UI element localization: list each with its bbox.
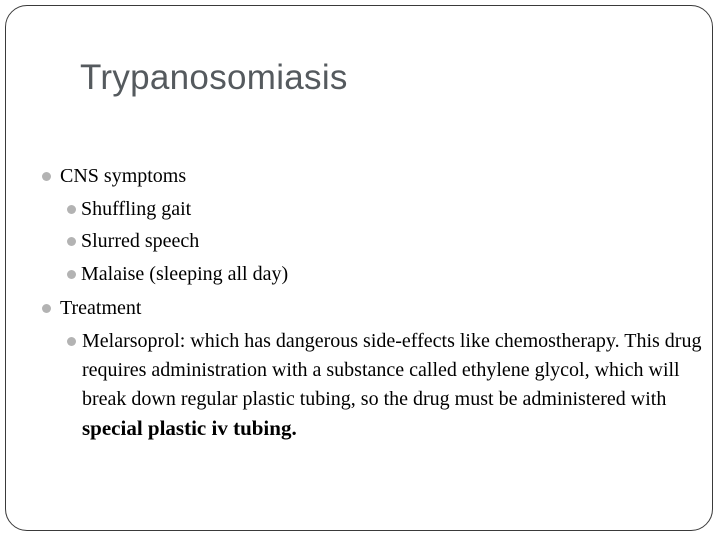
bullet-dot-icon: [67, 337, 76, 346]
bullet-dot-icon: [67, 270, 76, 279]
sub-bullet-label: Slurred speech: [81, 230, 200, 252]
slide-title: Trypanosomiasis: [80, 58, 348, 97]
sub-bullet-label: Shuffling gait: [81, 198, 192, 220]
bullet-dot-icon: [67, 237, 76, 246]
bullet-dot-icon: [42, 304, 51, 313]
bullet-label: Treatment: [60, 297, 142, 319]
sub-bullet-label: Malaise (sleeping all day): [81, 263, 289, 285]
bullet-label: CNS symptoms: [60, 165, 187, 187]
bullet-dot-icon: [67, 205, 76, 214]
treatment-emphasis: special plastic iv tubing.: [82, 416, 297, 440]
treatment-text: Melarsoprol: which has dangerous side-effects like chemostherapy. This drug requires administration with a substance called ethylene glycol, which will break down regular plastic tubing, so the drug must be administered with: [82, 330, 702, 410]
treatment-paragraph: [82, 327, 710, 444]
bullet-dot-icon: [42, 172, 51, 181]
